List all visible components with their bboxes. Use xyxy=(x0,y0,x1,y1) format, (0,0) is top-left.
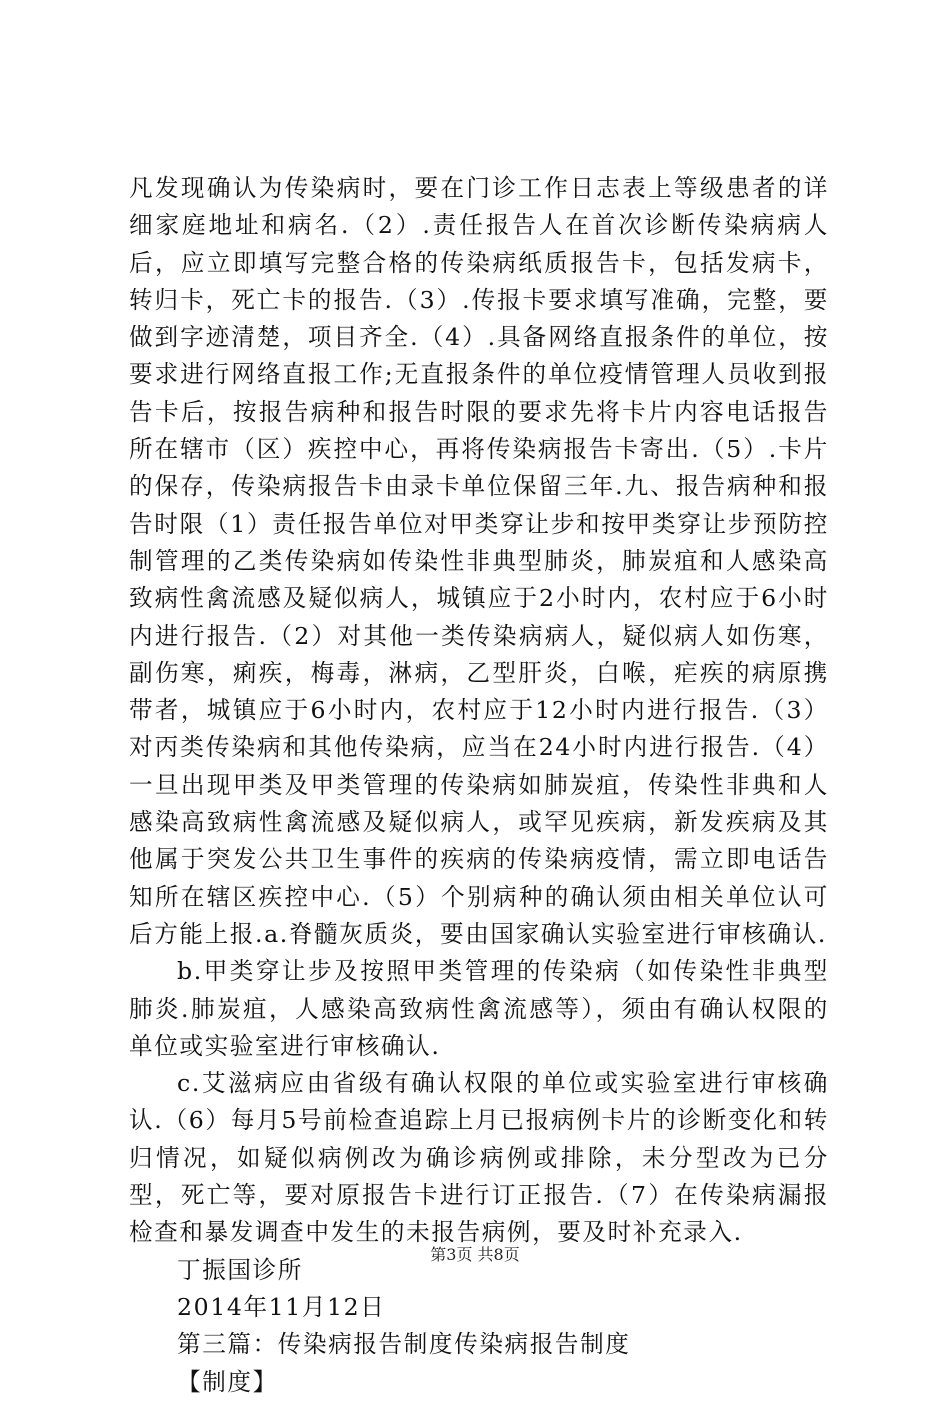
next-section-title: 第三篇：传染病报告制度传染病报告制度 xyxy=(177,1330,631,1359)
paragraph-class-a-confirmation: b.甲类穿让步及按照甲类管理的传染病（如传染性非典型肺炎.肺炭疽，人感染高致病性禽流感等），须由有确认权限的单位或实验室进行审核确认. xyxy=(129,957,829,1060)
document-body xyxy=(129,170,829,1401)
section-tag: 【制度】 xyxy=(177,1367,278,1396)
page-indicator: 第3页 共8页 xyxy=(430,1245,520,1264)
paragraph-aids-confirmation: c.艾滋病应由省级有确认权限的单位或实验室进行审核确认.（6）每月5号前检查追踪上月已报病例卡片的诊断变化和转归情况，如疑似病例改为确诊病例或排除，未分型改为已分型，死亡等，要对原报告卡进行订正报告.（7）在传染病漏报检查和暴发调查中发生的未报告病例，要及时补充录入. xyxy=(129,1069,829,1247)
signature-date: 2014年11月12日 xyxy=(177,1292,386,1321)
page-footer xyxy=(0,1244,950,1266)
clinic-name: 丁振国诊所 xyxy=(177,1255,303,1284)
paragraph-reporting-procedures: 凡发现确认为传染病时，要在门诊工作日志表上等级患者的详细家庭地址和病名.（2）.责任报告人在首次诊断传染病病人后，应立即填写完整合格的传染病纸质报告卡，包括发病卡，转归卡，死亡卡的报告.（3）.传报卡要求填写准确，完整，要做到字迹清楚，项目齐全.（4）.具备网络直报条件的单位，按要求进行网络直报工作;无直报条件的单位疫情管理人员收到报告卡后，按报告病种和报告时限的要求先将卡片内容电话报告所在辖市（区）疾控中心，再将传染病报告卡寄出.（5）.卡片的保存，传染病报告卡由录卡单位保留三年.九、报告病种和报告时限（1）责任报告单位对甲类穿让步和按甲类穿让步预防控制管理的乙类传染病如传染性非典型肺炎，肺炭疽和人感染高致病性禽流感及疑似病人，城镇应于2小时内，农村应于6小时内进行报告.（2）对其他一类传染病病人，疑似病人如伤寒，副伤寒，痢疾，梅毒，淋病，乙型肝炎，白喉，疟疾的病原携带者，城镇应于6小时内，农村应于12小时内进行报告.（3）对丙类传染病和其他传染病，应当在24小时内进行报告.（4）一旦出现甲类及甲类管理的传染病如肺炭疽，传染性非典和人感染高致病性禽流感及疑似病人，或罕见疾病，新发疾病及其他属于突发公共卫生事件的疾病的传染病疫情，需立即电话告知所在辖区疾控中心.（5）个别病种的确认须由相关单位认可后方能上报.a.脊髓灰质炎，要由国家确认实验室进行审核确认. xyxy=(129,174,829,948)
